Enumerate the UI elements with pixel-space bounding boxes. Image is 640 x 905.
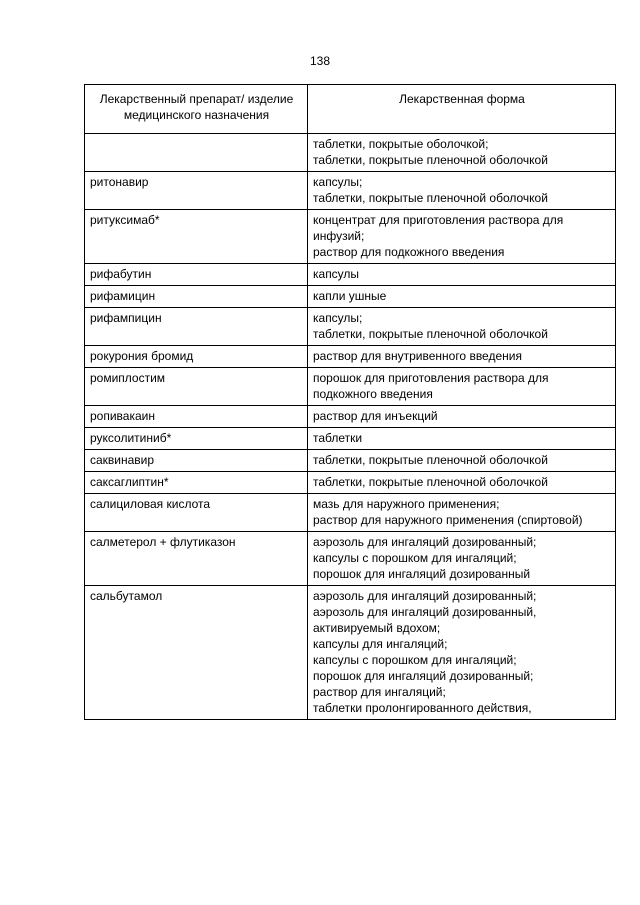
drug-name-cell: салметерол + флутиказон — [85, 532, 308, 586]
dosage-form-cell: раствор для внутривенного введения — [308, 346, 616, 368]
table-row — [85, 172, 616, 210]
dosage-form-cell: аэрозоль для ингаляций дозированный; аэрозоль для ингаляций дозированный, активируемый вдохом; капсулы для ингаляций; капсулы с порошком для ингаляций; порошок для ингаляций дозированный; раствор для ингаляций; таблетки пролонгированного действия, — [308, 586, 616, 720]
table-row — [85, 472, 616, 494]
dosage-form-cell: таблетки, покрытые пленочной оболочкой — [308, 450, 616, 472]
table-row — [85, 494, 616, 532]
dosage-form-cell: капли ушные — [308, 286, 616, 308]
drug-name-cell: ропивакаин — [85, 406, 308, 428]
dosage-form-cell: раствор для инъекций — [308, 406, 616, 428]
drug-name-cell: салициловая кислота — [85, 494, 308, 532]
table-row — [85, 450, 616, 472]
dosage-form-cell: порошок для приготовления раствора для подкожного введения — [308, 368, 616, 406]
drug-name-cell: ритуксимаб* — [85, 210, 308, 264]
table-row — [85, 406, 616, 428]
dosage-form-cell: капсулы; таблетки, покрытые пленочной оболочкой — [308, 308, 616, 346]
dosage-form-cell: таблетки, покрытые оболочкой; таблетки, покрытые пленочной оболочкой — [308, 134, 616, 172]
table-row — [85, 210, 616, 264]
drug-name-cell: саквинавир — [85, 450, 308, 472]
drug-name-cell: сальбутамол — [85, 586, 308, 720]
dosage-form-cell: мазь для наружного применения; раствор для наружного применения (спиртовой) — [308, 494, 616, 532]
table-row — [85, 286, 616, 308]
table-row — [85, 586, 616, 720]
dosage-form-cell: капсулы; таблетки, покрытые пленочной оболочкой — [308, 172, 616, 210]
table-row — [85, 532, 616, 586]
dosage-form-cell: таблетки — [308, 428, 616, 450]
drug-name-cell: ромиплостим — [85, 368, 308, 406]
table-row — [85, 346, 616, 368]
dosage-form-cell: концентрат для приготовления раствора для инфузий; раствор для подкожного введения — [308, 210, 616, 264]
table-header-row — [85, 85, 616, 134]
drug-name-cell: саксаглиптин* — [85, 472, 308, 494]
page-number: 138 — [309, 54, 331, 68]
dosage-form-cell: капсулы — [308, 264, 616, 286]
table-row — [85, 428, 616, 450]
table-row — [85, 308, 616, 346]
drug-name-cell — [85, 134, 308, 172]
header-drug: Лекарственный препарат/ изделие медицинского назначения — [85, 85, 308, 134]
header-form: Лекарственная форма — [308, 85, 616, 134]
table-row — [85, 134, 616, 172]
drug-name-cell: ритонавир — [85, 172, 308, 210]
drug-name-cell: рифампицин — [85, 308, 308, 346]
drug-name-cell: рифамицин — [85, 286, 308, 308]
dosage-form-cell: таблетки, покрытые пленочной оболочкой — [308, 472, 616, 494]
table-row — [85, 264, 616, 286]
drug-name-cell: руксолитиниб* — [85, 428, 308, 450]
drug-name-cell: рокурония бромид — [85, 346, 308, 368]
table-row — [85, 368, 616, 406]
dosage-form-cell: аэрозоль для ингаляций дозированный; капсулы с порошком для ингаляций; порошок для ингаляций дозированный — [308, 532, 616, 586]
drug-table — [84, 84, 616, 720]
drug-name-cell: рифабутин — [85, 264, 308, 286]
